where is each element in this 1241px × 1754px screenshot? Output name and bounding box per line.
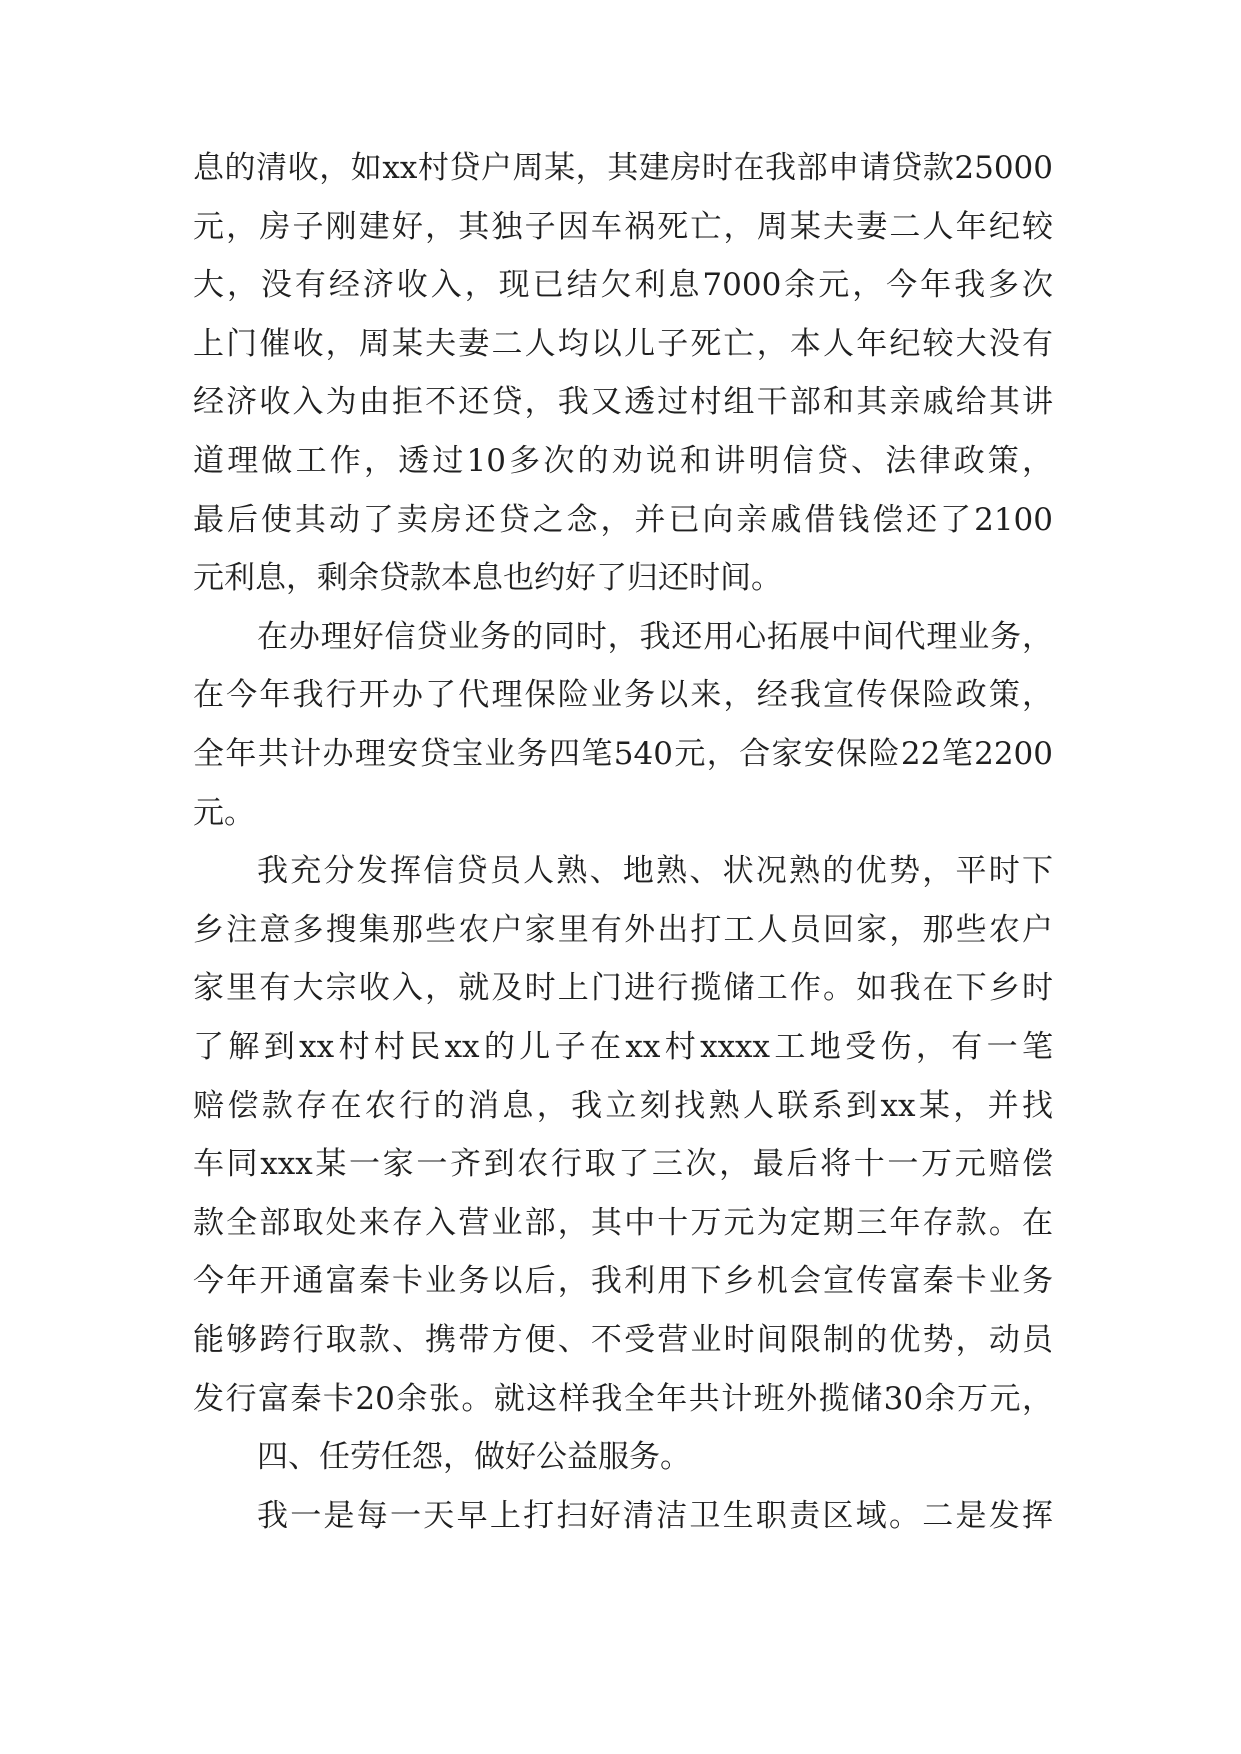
text-line: 乡注意多搜集那些农户家里有外出打工人员回家，那些农户 xyxy=(193,912,1053,948)
text-line: 元利息，剩余贷款本息也约好了归还时间。 xyxy=(193,560,782,596)
text-line: 今年开通富秦卡业务以后，我利用下乡机会宣传富秦卡业务 xyxy=(193,1263,1053,1299)
text-line: 款全部取处来存入营业部，其中十万元为定期三年存款。在 xyxy=(193,1205,1053,1241)
text-line: 我一是每一天早上打扫好清洁卫生职责区域。二是发挥 xyxy=(257,1498,1053,1534)
text-line: 元。 xyxy=(193,795,255,831)
text-line: 上门催收，周某夫妻二人均以儿子死亡，本人年纪较大没有 xyxy=(193,326,1053,362)
text-line: 能够跨行取款、携带方便、不受营业时间限制的优势，动员 xyxy=(193,1322,1053,1358)
text-line: 元，房子刚建好，其独子因车祸死亡，周某夫妻二人年纪较 xyxy=(193,209,1053,245)
text-line: 车同xxx某一家一齐到农行取了三次，最后将十一万元赔偿 xyxy=(193,1146,1053,1182)
text-line: 息的清收，如xx村贷户周某，其建房时在我部申请贷款25000 xyxy=(193,150,1053,186)
text-line: 全年共计办理安贷宝业务四笔540元，合家安保险22笔2200 xyxy=(193,736,1053,772)
text-line: 发行富秦卡20余张。就这样我全年共计班外揽储30余万元， xyxy=(193,1381,1053,1417)
text-line: 经济收入为由拒不还贷，我又透过村组干部和其亲戚给其讲 xyxy=(193,384,1053,420)
text-line: 四、任劳任怨，做好公益服务。 xyxy=(257,1439,691,1475)
text-line: 在办理好信贷业务的同时，我还用心拓展中间代理业务， xyxy=(257,619,1053,655)
text-line: 赔偿款存在农行的消息，我立刻找熟人联系到xx某，并找 xyxy=(193,1088,1053,1124)
text-line: 道理做工作，透过10多次的劝说和讲明信贷、法律政策， xyxy=(193,443,1053,479)
text-line: 最后使其动了卖房还贷之念，并已向亲戚借钱偿还了2100 xyxy=(193,502,1053,538)
text-line: 大，没有经济收入，现已结欠利息7000余元，今年我多次 xyxy=(193,267,1053,303)
text-line: 我充分发挥信贷员人熟、地熟、状况熟的优势，平时下 xyxy=(257,853,1053,889)
text-line: 在今年我行开办了代理保险业务以来，经我宣传保险政策， xyxy=(193,677,1053,713)
text-line: 了解到xx村村民xx的儿子在xx村xxxx工地受伤，有一笔 xyxy=(193,1029,1053,1065)
text-line: 家里有大宗收入，就及时上门进行揽储工作。如我在下乡时 xyxy=(193,970,1053,1006)
